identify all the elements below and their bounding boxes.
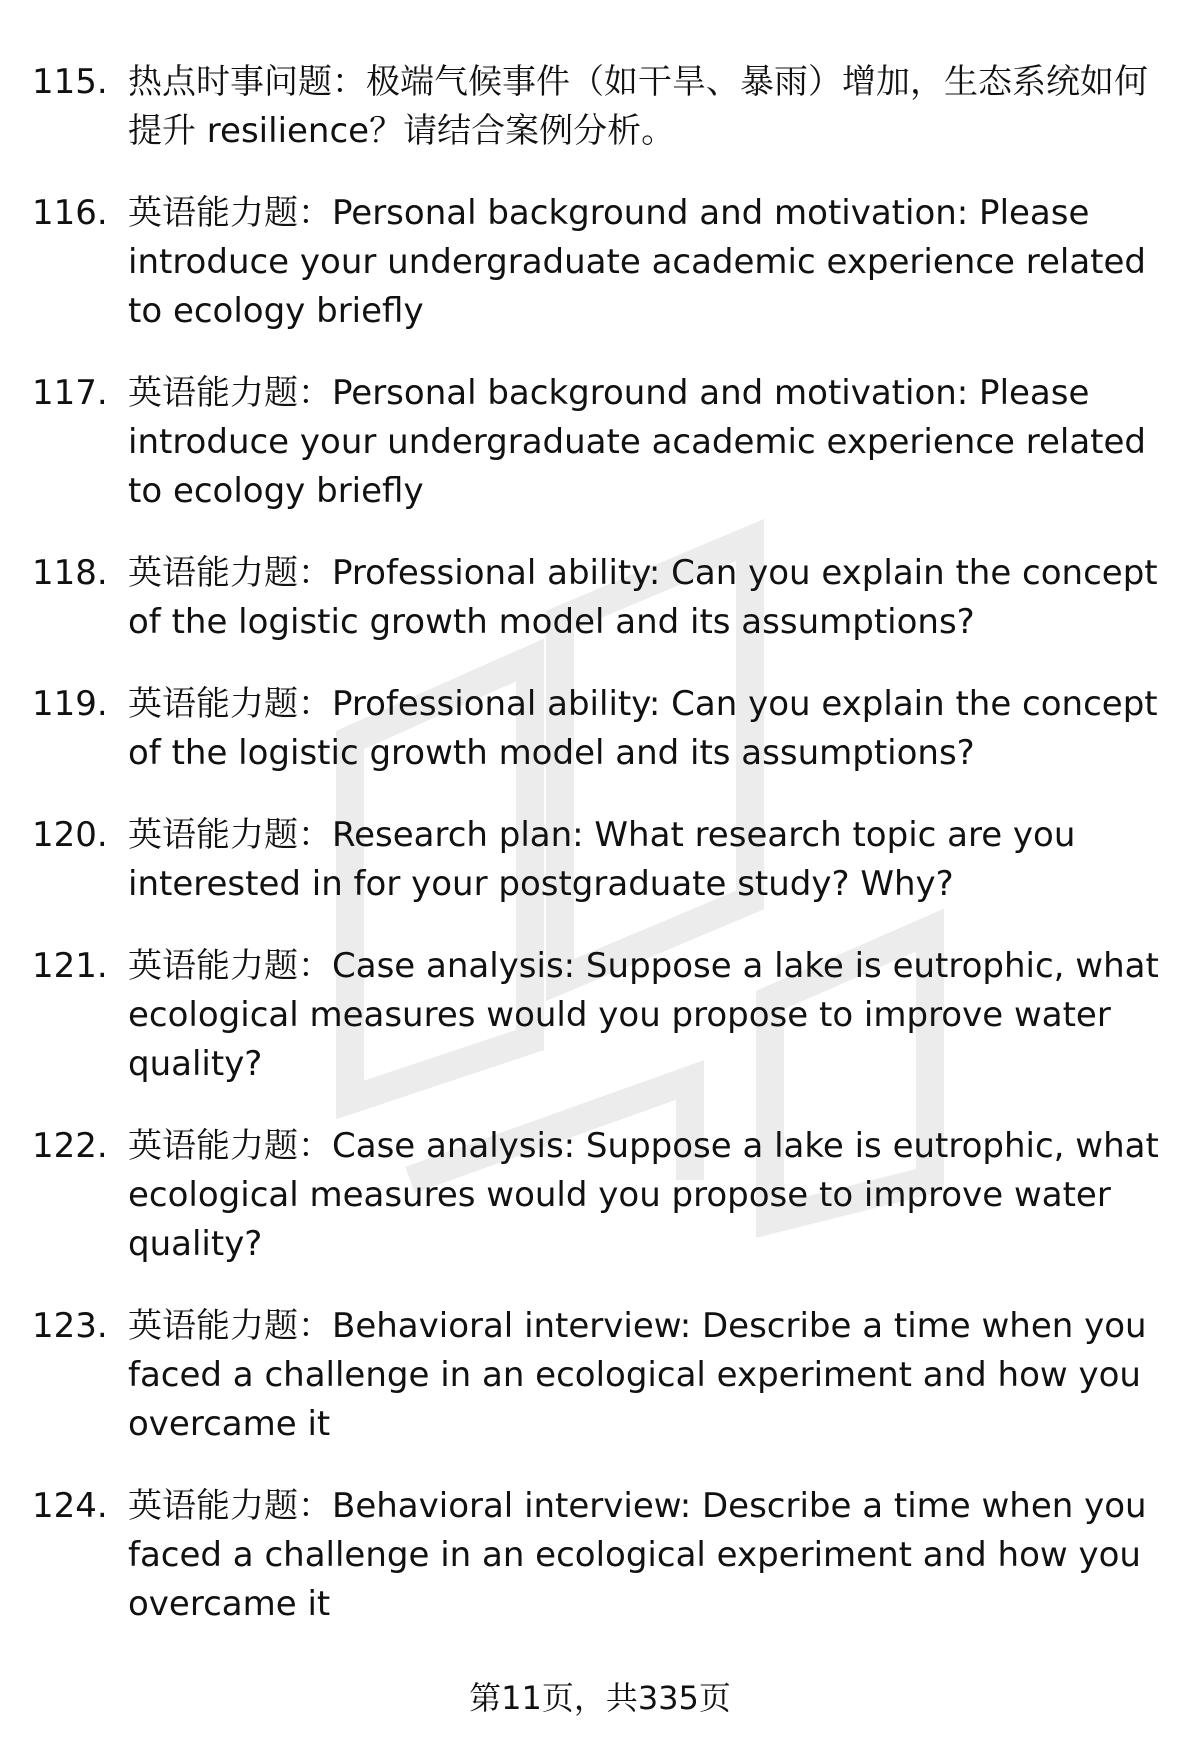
- question-number: 120.: [32, 815, 108, 855]
- question-text: 英语能力题：Case analysis: Suppose a lake is eutrophic, what ecological measures would you propose to improve water quality?: [128, 946, 1159, 1084]
- page-footer: 第11页，共335页: [469, 1679, 731, 1717]
- question-number: 122.: [32, 1126, 108, 1166]
- question-text: 热点时事问题：极端气候事件（如干旱、暴雨）增加，生态系统如何提升 resilience？请结合案例分析。: [128, 62, 1148, 151]
- question-item: [32, 1122, 1162, 1269]
- question-number: 116.: [32, 193, 108, 233]
- question-item: [32, 811, 1162, 909]
- question-text: 英语能力题：Professional ability: Can you explain the concept of the logistic growth model and its assumptions?: [128, 684, 1158, 773]
- question-text: 英语能力题：Professional ability: Can you explain the concept of the logistic growth model and its assumptions?: [128, 553, 1158, 642]
- question-item: [32, 58, 1162, 156]
- question-item: [32, 549, 1162, 647]
- question-number: 121.: [32, 946, 108, 986]
- question-list: [32, 58, 1162, 1662]
- question-number: 123.: [32, 1306, 108, 1346]
- question-item: [32, 1302, 1162, 1449]
- question-number: 119.: [32, 684, 108, 724]
- question-text: 英语能力题：Behavioral interview: Describe a time when you faced a challenge in an ecological experiment and how you overcame it: [128, 1306, 1147, 1444]
- question-text: 英语能力题：Behavioral interview: Describe a time when you faced a challenge in an ecological experiment and how you overcame it: [128, 1486, 1147, 1624]
- question-text: 英语能力题：Research plan: What research topic are you interested in for your postgraduate study? Why?: [128, 815, 1076, 904]
- question-number: 117.: [32, 373, 108, 413]
- question-number: 124.: [32, 1486, 108, 1526]
- question-item: [32, 189, 1162, 336]
- question-item: [32, 680, 1162, 778]
- question-item: [32, 1482, 1162, 1629]
- question-text: 英语能力题：Case analysis: Suppose a lake is eutrophic, what ecological measures would you propose to improve water quality?: [128, 1126, 1159, 1264]
- question-item: [32, 942, 1162, 1089]
- question-item: [32, 369, 1162, 516]
- question-text: 英语能力题：Personal background and motivation: Please introduce your undergraduate academic experience related to ecology briefly: [128, 193, 1147, 331]
- question-number: 118.: [32, 553, 108, 593]
- question-number: 115.: [32, 62, 108, 102]
- question-text: 英语能力题：Personal background and motivation: Please introduce your undergraduate academic experience related to ecology briefly: [128, 373, 1147, 511]
